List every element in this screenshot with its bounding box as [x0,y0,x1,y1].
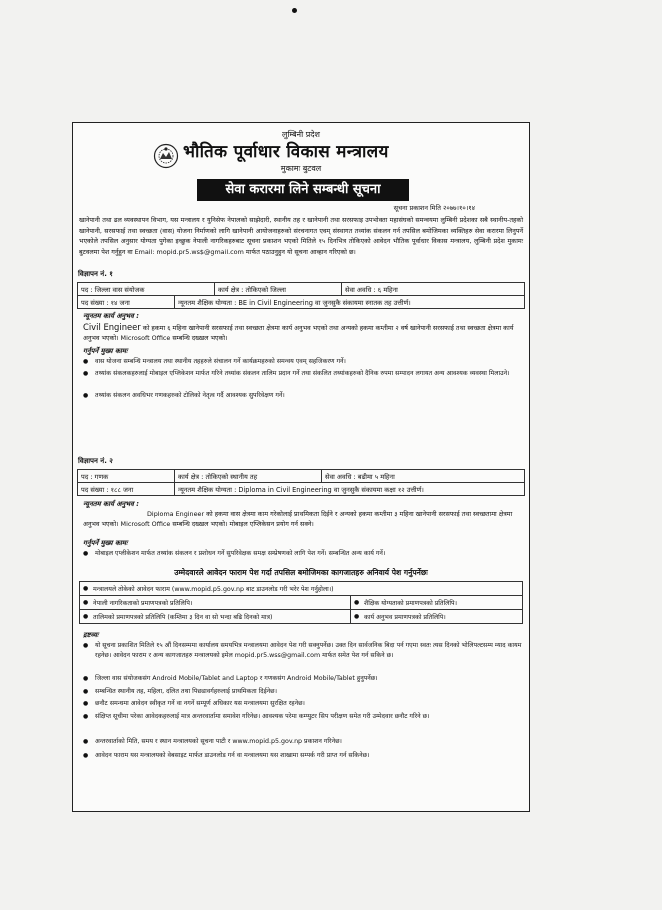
note-item: ● सम्बन्धित स्थानीय तह, महिला, दलित तथा पिछडावर्गहरुलाई प्राथमिकता दिईनेछ। [83,687,523,697]
document-item: ● तालिमको प्रमाणपत्रको प्रतिलिपि (कम्तिमा ३ दिन वा सो भन्दा बढि दिनको मात्र) [79,609,351,624]
note-item: ● यो सूचना प्रकाशित मितिले १५ औं दिनसम्ममा कार्यालय समयभित्र मन्त्रालयमा आवेदन पेश गरी सक्नुपर्नेछ। उक्त दिन सार्वजनिक बिदा पर्न गएमा स्वतः त्यस दिनको भोलिपल्टसम्म म्याद कायम रहनेछ। आवेदन फाराम र अन्य कागजातहरु मन्त्रालयको इमेल mopid.pr5.wss@gmail.com मार्फत समेत पेश गर्न सकिने छ। [83,641,523,661]
scan-speck [292,8,297,13]
headquarters: मुकामः बुटवल [280,164,322,173]
intro-paragraph: खानेपानी तथा ढल व्यवस्थापन विभाग, यस मन्त्रालय र युनिसेफ नेपालको साझेदारी, स्थानीय तह र खानेपानी तथा सरसफाइ उपभोक्ता महासंघको समन्वयमा लुम्बिनी प्रदेशका सबै स्थानीय-तहको खानेपानी, सरसफाई तथा स्वच्छता (वास) योजना निर्माणको लागि खानेपानी आयोजनाहरुको संरचनागत एवम् संस्थागत तथ्यांक संकलन गर्न तपसिल बमोजिमका व्यक्तिहरु सेवा करारमा लिनुपर्ने भएकोले तपसिल अनुसार योग्यता पुगेका इच्छुक नेपाली नागरिकहरुबाट सूचना प्रकाशन भएको मितिले १५ दिनभित्र तोकिएको आवेदन भौतिक पूर्वाधार विकास मन्त्रालय, लुम्बिनी प्रदेश मुकामः बुटवलमा पेश गर्नुहुन वा Email: mopid.pr5.ws$@gmail.com मार्फत पठाउनुहुन यो सूचना आव्हान गरिएको छ। [79,216,523,256]
notice-banner: सेवा करारमा लिने सम्बन्धी सूचना [197,179,409,201]
notice-1-row-1 [77,282,525,296]
document-item: ● कार्य अनुभव प्रमाणपत्रको प्रतिलिपि। [350,609,523,624]
notice-1-exp-text: Civil Engineer को हकमा ६ महिना खानेपानी सरसफाई तथा स्वच्छता क्षेत्रमा कार्य अनुभव भएको तथा अन्यको हकमा कम्तीमा २ वर्ष खानेपानी सरसफाई तथा स्वच्छता क्षेत्रमा कार्य अनुभव भएको। Microsoft Office सम्बन्धि दख्खल भएको। [83,322,514,342]
note-item: ● संक्षिप्त सूचीमा परेका आवेदकहरुलाई मात्र अन्तरवार्तामा समावेश गरिनेछ। आवश्यक परेमा कम्प्युटर सिप परीक्षण समेत गरी उम्मेदवार छनौट गरिने छ। [83,712,523,722]
note-item: ● छनौट समन्धमा आवेदन स्वीकृत गर्ने वा नगर्ने सम्पूर्ण अधिकार यस मन्त्रालयमा सुरक्षित रहनेछ। [83,699,523,709]
notice-2-row-1 [77,469,525,483]
notice-1-exp-title: न्यूनतम कार्य अनुभव : [83,312,139,320]
notice-1-duties-title: गर्नुपर्ने मुख्य कामः [83,347,128,355]
province-name: लुम्बिनी प्रदेश [282,130,320,139]
notice-1-label: विज्ञापन नं. १ [78,270,113,278]
notice-1-count: पद संख्या : १४ जना [78,296,175,308]
notice-1-duration: सेवा अवधि : ६ महिना [345,285,398,294]
notice-2-qualification: न्यूनतम शैक्षिक योग्यता : Diploma in Civil Engineering वा जुनसुकै संकायमा कक्षा १२ उत्तीर्ण। [178,485,424,494]
publication-date: सूचना प्रकाशन मिति २०७७।१०।१४ [393,204,475,212]
notice-2-exp-title: न्यूनतम कार्य अनुभव : [83,500,139,508]
notice-2-label: विज्ञापन नं. २ [78,457,113,465]
notice-1-row-2 [77,295,525,309]
ministry-name: भौतिक पूर्वाधार विकास मन्त्रालय [183,142,389,162]
notice-2-duty: ● मोबाइल एप्लीकेशन मार्फत तथ्यांक संकलन र प्रशोधन गर्ने सुपरिवेक्षक समक्ष सम्प्रेषणको लागि पेश गर्ने। सम्बन्धित अन्य कार्य गर्ने। [83,549,521,559]
notice-1-duty: ● वास योजना सम्बन्धि मन्त्रालय तथा स्थानीय तहहरुले संचालन गर्ने कार्यक्रमहरुको समन्वय एवम् सहजिकरण गर्ने। [83,357,521,367]
notice-sheet [72,122,530,812]
document-item: ● शैक्षिक योग्यताको प्रमाणपत्रको प्रतिलिपि। [350,595,523,610]
notice-1-area: कार्य क्षेत्र : तोकिएको जिल्ला [215,283,342,295]
document-item: ● मन्त्रालयले तोकेको आवेदन फाराम (www.mopid.p5.gov.np बाट डाउनलोड गरी भरेर पेश गर्नुहोला।) [79,581,523,596]
note-item: ● आवेदन फाराम यस मन्त्रालयको वेबसाइट मार्फत डाउनलोड गर्न वा मन्त्रालयमा यस शाखामा सम्पर्क गरी प्राप्त गर्न सकिनेछ। [83,751,523,761]
notice-header [73,123,529,211]
notice-2-duties-title: गर्नुपर्ने मुख्य कामः [83,539,128,547]
notice-1-duty: ● तथ्यांक संकलकहरुलाई मोबाइल एप्लिकेशन मार्फत गरिने तथ्यांक संकलन तालिम प्रदान गर्ने तथा संकलित तथ्यांकहरुको दैनिक रुपमा सम्पादन लगायत अन्य आवश्यक व्यवस्था मिलाउने। [83,369,521,379]
note-item: ● जिल्ला वास संयोजकसंग Android Mobile/Tablet and Laptop र गणकसंग Android Mobile/Tablet हुनुपर्नेछ। [83,674,523,684]
notice-1-post: पद : जिल्ला वास संयोजक [78,283,215,295]
notice-1-qualification: न्यूनतम शैक्षिक योग्यता : BE in Civil Engineering वा जुनसुकै संकायमा स्नातक तह उत्तीर्ण। [178,298,411,307]
notice-2-duration: सेवा अवधि : बढीमा ५ महिना [325,472,395,481]
notice-2-count: पद संख्या : १८८ जना [78,483,175,495]
documents-title: उम्मेदवारले आवेदन फाराम पेश गर्दा तपसिल बमोजिमका कागजातहरु अनिवार्य पेश गर्नुपर्नेछः [174,568,428,577]
notes-title: द्रष्टव्यः [83,631,99,639]
note-item: ● अन्तरवार्ताको मिति, समय र स्थान मन्त्रालयको सूचना पाटी र www.mopid.p5.gov.np प्रकाशन गरिनेछ। [83,737,523,747]
notice-2-exp-text: Diploma Engineer को हकमा वास क्षेत्रमा काम गरेकोलाई प्राथमिकता दिईने र अन्यको हकमा कम्तीमा ३ महिना खानेपानी सरसफाई तथा स्वच्छतामा क्षेत्रमा अनुभव भएको। Microsoft Office सम्बन्धि दख्खल भएको। मोबाइल एप्लिकेसन प्रयोग गर्न सक्ने। [83,510,513,528]
notice-2-post: पद : गणक [78,470,175,482]
notice-1-exp-text-en: Civil Engineer [83,322,141,332]
document-item: ● नेपाली नागरिकताको प्रमाणपत्रको प्रतिलिपि। [79,595,351,610]
notice-2-row-2 [77,482,525,496]
notice-2-area: कार्य क्षेत्र : तोकिएको स्थानीय तह [175,470,322,482]
notice-1-duty: ● तथ्यांक संकलन अवधिभर गणकहरुको टोलिको नेतृत्व गर्दै आवश्यक सुपरिवेक्षण गर्ने। [83,391,521,401]
